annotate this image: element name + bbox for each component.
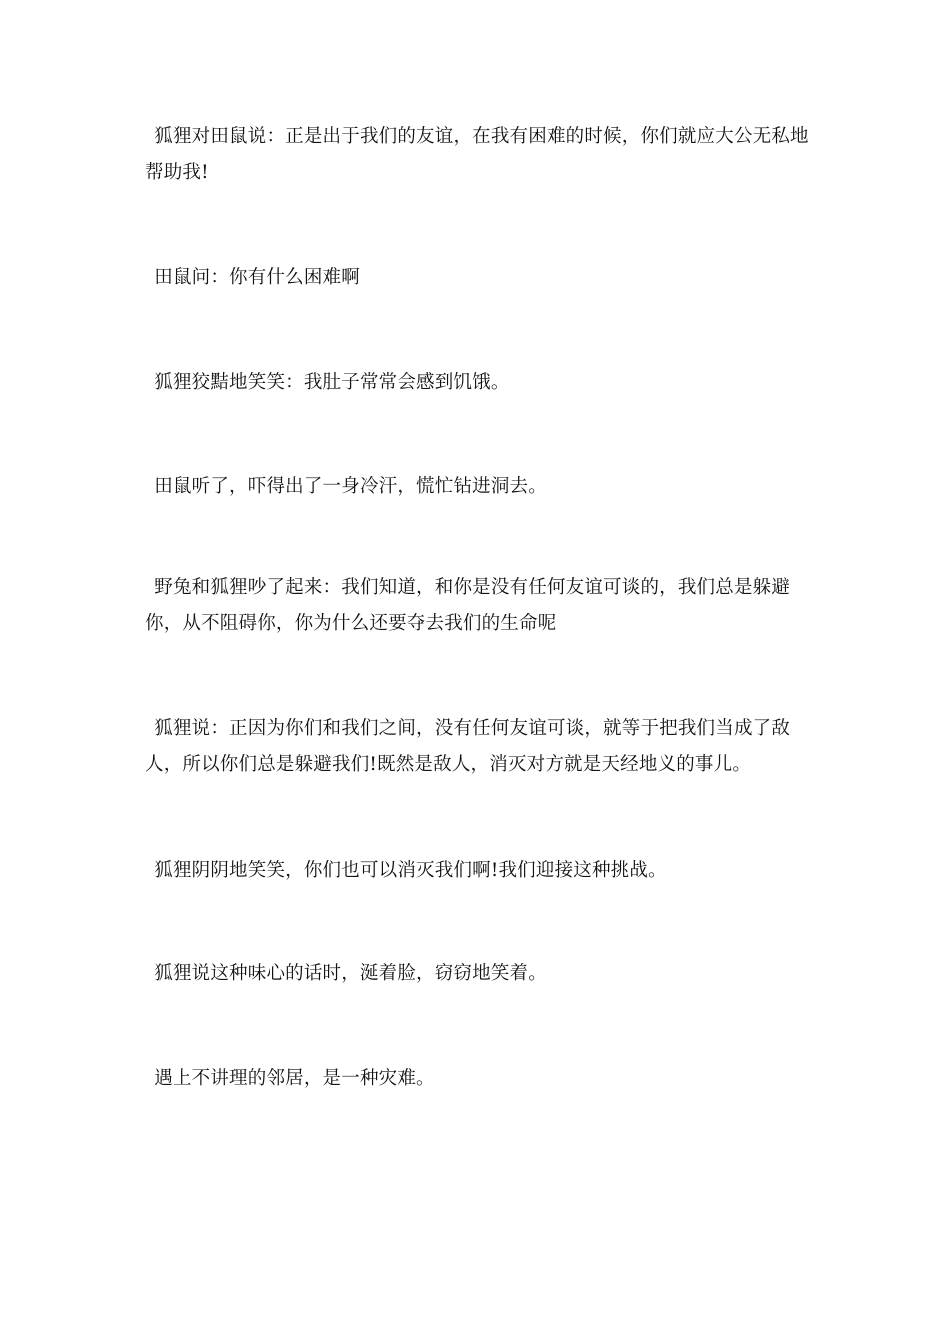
paragraph-mouse-flees: 田鼠听了，吓得出了一身冷汗，慌忙钻进洞去。 [154,476,547,497]
paragraph-fox-reply: 狐狸说：正因为你们和我们之间，没有任何友谊可谈，就等于把我们当成了敌人，所以你们总是躲避我们!既然是敌人，消灭对方就是天经地义的事儿。 [145,718,791,775]
paragraph-fox-to-field-mouse: 狐狸对田鼠说：正是出于我们的友谊，在我有困难的时候，你们就应大公无私地帮助我! [145,126,809,183]
paragraph-mouse-question: 田鼠问：你有什么困难啊 [154,267,360,288]
paragraph-fox-challenge: 狐狸阴阴地笑笑，你们也可以消灭我们啊!我们迎接这种挑战。 [154,860,667,881]
paragraph-fox-smirks: 狐狸说这种味心的话时，涎着脸，窃窃地笑着。 [154,963,547,984]
paragraph-rabbit-argues: 野兔和狐狸吵了起来：我们知道，和你是没有任何友谊可谈的，我们总是躲避你，从不阻碍你，你为什么还要夺去我们的生命呢 [145,577,791,634]
paragraph-moral: 遇上不讲理的邻居，是一种灾难。 [154,1068,435,1089]
paragraph-fox-hungry: 狐狸狡黠地笑笑：我肚子常常会感到饥饿。 [154,372,510,393]
